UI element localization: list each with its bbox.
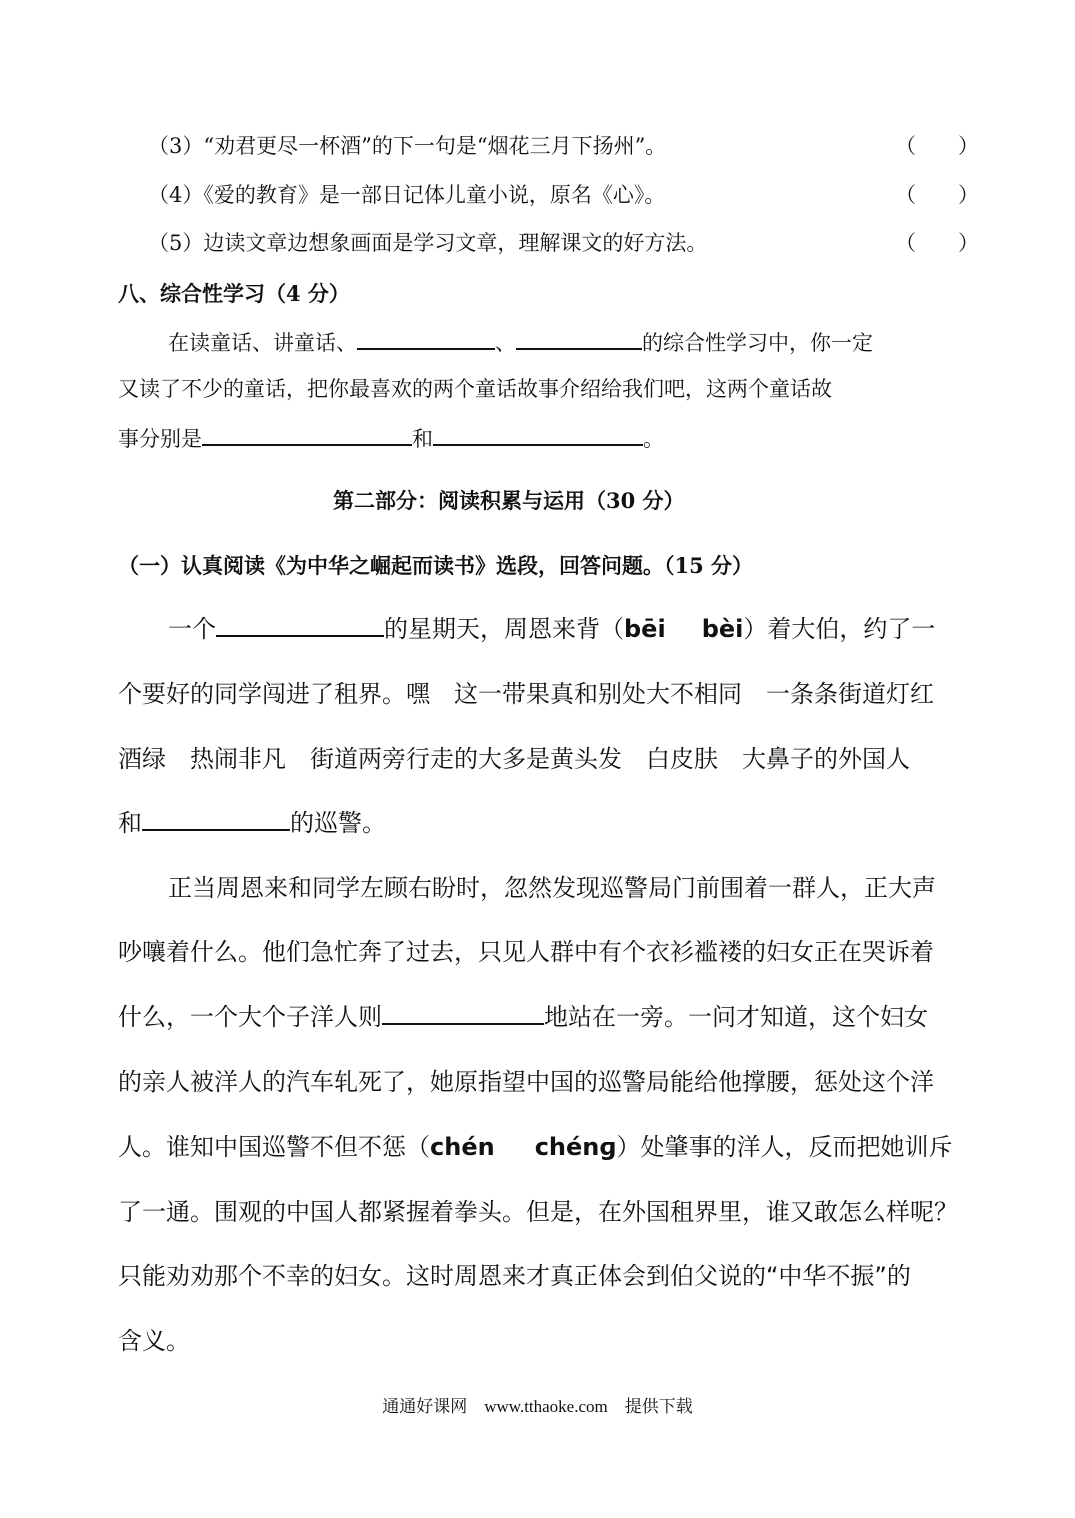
passage-line: 只能劝劝那个不幸的妇女。这时周恩来才真正体会到伯父说的“中华不振”的 [118, 1262, 911, 1290]
passage-line [118, 803, 386, 838]
text: 的巡警。 [290, 809, 386, 837]
answer-paren[interactable]: （ ） [895, 183, 979, 207]
text: 。 [643, 427, 664, 451]
text: 事分别是 [118, 427, 202, 451]
fill-blank[interactable] [142, 805, 290, 831]
fill-blank[interactable] [216, 611, 384, 637]
pinyin-option[interactable]: chén [430, 1133, 495, 1161]
passage-line: 酒绿 热闹非凡 街道两旁行走的大多是黄头发 白皮肤 大鼻子的外国人 [118, 745, 910, 773]
judge-item-3 [148, 130, 666, 160]
text: ）处肇事的洋人，反而把她训斥 [616, 1133, 953, 1161]
section8-line-2: 又读了不少的童话，把你最喜欢的两个童话故事介绍给我们吧，这两个童话故 [118, 377, 832, 401]
text: 地站在一旁。一问才知道，这个妇女 [544, 1003, 928, 1031]
judge-item-4 [148, 179, 665, 209]
text: 和 [412, 427, 433, 451]
text: 和 [118, 809, 142, 837]
passage-line: 了一通。围观的中国人都紧握着拳头。但是，在外国租界里，谁又敢怎么样呢？ [118, 1198, 958, 1226]
passage-line: 个要好的同学闯进了租界。嘿 这一带果真和别处大不相同 一条条街道灯红 [118, 680, 934, 708]
passage-line: 的亲人被洋人的汽车轧死了，她原指望中国的巡警局能给他撑腰，惩处这个洋 [118, 1068, 934, 1096]
passage-line [118, 997, 928, 1032]
passage-line: 含义。 [118, 1327, 190, 1355]
passage-line [118, 1127, 953, 1162]
question-heading: （一）认真阅读《为中华之崛起而读书》选段，回答问题。（15 分） [118, 553, 754, 578]
pinyin-option[interactable]: chénɡ [534, 1133, 617, 1161]
text: 什么，一个大个子洋人则 [118, 1003, 382, 1031]
text: 的星期天，周恩来背（ [384, 615, 624, 643]
passage-line: 吵嚷着什么。他们急忙奔了过去，只见人群中有个衣衫褴褛的妇女正在哭诉着 [118, 938, 934, 966]
text: 、 [495, 331, 516, 355]
fill-blank[interactable] [433, 422, 643, 446]
text: 在读童话、讲童话、 [168, 331, 357, 355]
page-footer: 通通好课网 www.tthaoke.com 提供下载 [382, 1397, 693, 1416]
judge-item-text: （5）边读文章边想象画面是学习文章，理解课文的好方法。 [148, 231, 708, 255]
section8-line-1 [168, 326, 873, 357]
fill-blank[interactable] [357, 326, 495, 350]
pinyin-option[interactable]: bēi [624, 615, 666, 643]
judge-item-5 [148, 227, 707, 257]
pinyin-option[interactable]: bèi [701, 615, 744, 643]
judge-item-text: （3）“劝君更尽一杯酒”的下一句是“烟花三月下扬州”。 [148, 134, 667, 158]
judge-item-text: （4）《爱的教育》是一部日记体儿童小说，原名《心》。 [148, 183, 666, 207]
fill-blank[interactable] [382, 999, 544, 1025]
answer-paren[interactable]: （ ） [895, 134, 979, 158]
fill-blank[interactable] [202, 422, 412, 446]
passage-line: 正当周恩来和同学左顾右盼时，忽然发现巡警局门前围着一群人，正大声 [168, 874, 936, 902]
text: 人。谁知中国巡警不但不惩（ [118, 1133, 430, 1161]
section-heading: 八、综合性学习（4 分） [118, 281, 350, 306]
text: 一个 [168, 615, 216, 643]
part-heading: 第二部分：阅读积累与运用（30 分） [333, 488, 685, 513]
text: 的综合性学习中，你一定 [642, 331, 873, 355]
answer-paren[interactable]: （ ） [895, 231, 979, 255]
text: ）着大伯，约了一 [743, 615, 936, 643]
section8-line-3 [118, 422, 664, 453]
fill-blank[interactable] [516, 326, 642, 350]
passage-line [168, 609, 935, 644]
